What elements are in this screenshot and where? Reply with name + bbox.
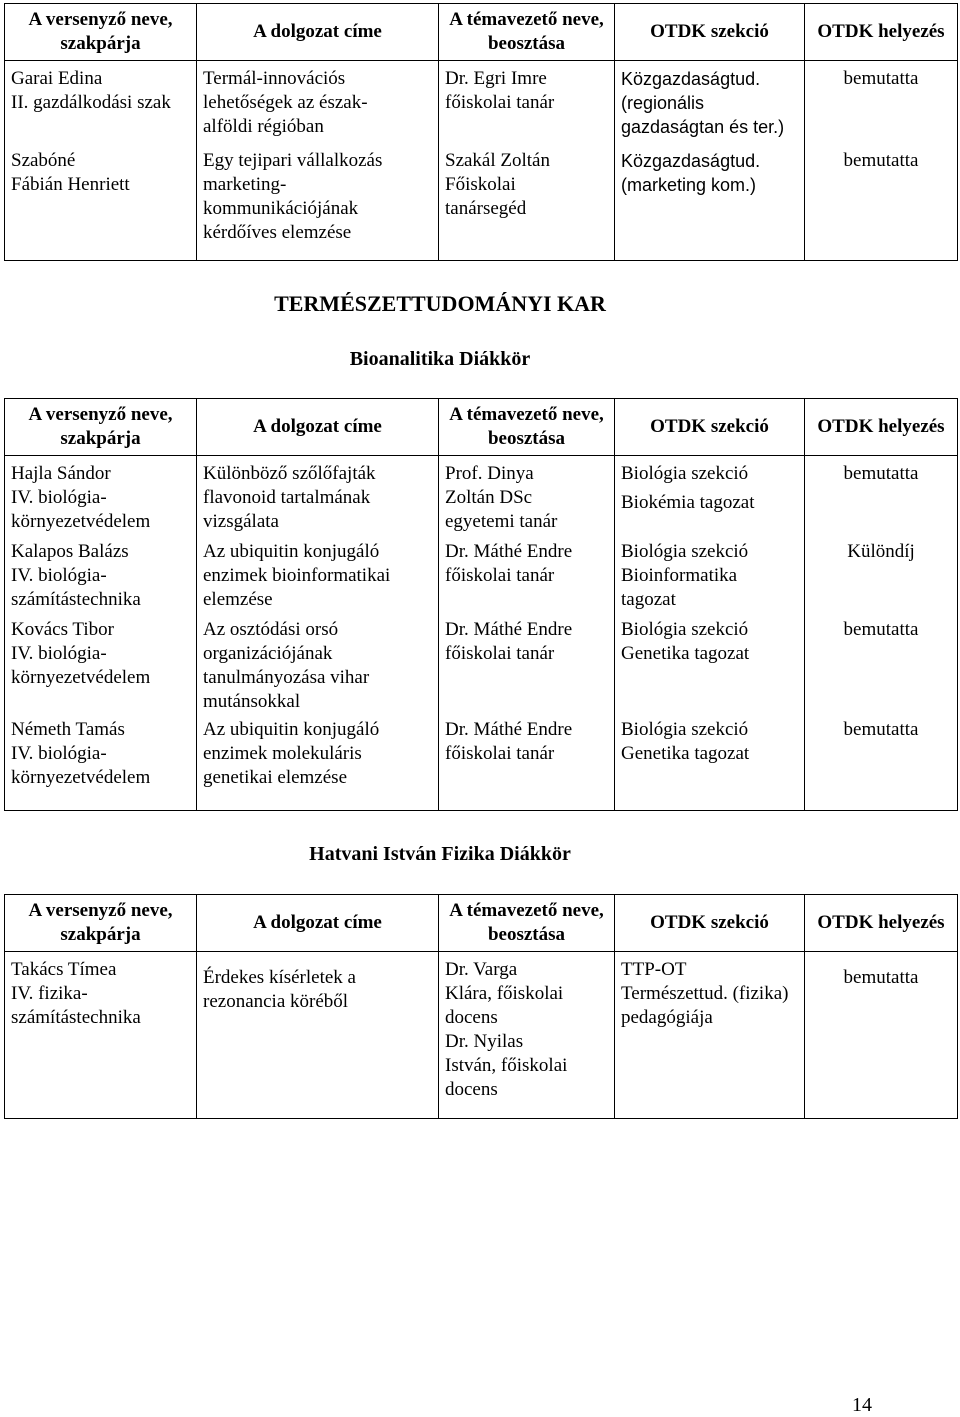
competitor-name: Fábián Henriett	[11, 174, 130, 195]
supervisor-name: Dr. Egri Imre	[445, 68, 547, 89]
table-row	[11, 540, 190, 618]
thesis-title-line: kommunikációjának	[203, 198, 359, 219]
header-section: OTDK szekció	[615, 895, 805, 952]
table-row	[621, 149, 798, 197]
header-competitor: A versenyző neve, szakpárja	[5, 895, 197, 952]
competitor-major: IV. biológia-	[11, 743, 107, 764]
supervisor-cell	[439, 456, 615, 811]
supervisor-name: Zoltán DSc	[445, 487, 533, 508]
thesis-title-line: Egy tejipari vállalkozás	[203, 150, 383, 171]
section-line: Biológia szekció	[621, 463, 749, 484]
table-row	[811, 462, 951, 540]
thesis-title-line: Az osztódási orsó	[203, 619, 339, 640]
thesis-title-line: kérdőíves elemzése	[203, 222, 352, 243]
competitor-major: környezetvédelem	[11, 667, 151, 688]
competitor-name: Hajla Sándor	[11, 463, 111, 484]
section-line: Biológia szekció	[621, 619, 749, 640]
competitor-name: Garai Edina	[11, 68, 103, 89]
thesis-title-line: Az ubiquitin konjugáló	[203, 719, 380, 740]
table-row	[203, 67, 432, 145]
header-title: A dolgozat címe	[197, 895, 439, 952]
competitor-major: IV. biológia-	[11, 565, 107, 586]
table-row	[11, 718, 190, 790]
table-row	[5, 952, 958, 1119]
title-cell	[197, 952, 439, 1119]
table-row	[445, 149, 608, 221]
section-cell	[615, 61, 805, 261]
section-line: Természettud. (fizika)	[621, 983, 789, 1004]
supervisor-cell	[439, 952, 615, 1119]
table-header-row	[5, 399, 958, 456]
thesis-title-line: Az ubiquitin konjugáló	[203, 541, 380, 562]
table-row	[445, 718, 608, 766]
thesis-title-line: organizációjának	[203, 643, 333, 664]
supervisor-name: Szakál Zoltán	[445, 150, 550, 171]
header-section: OTDK szekció	[615, 399, 805, 456]
thesis-title-line: enzimek bioinformatikai	[203, 565, 391, 586]
title-cell	[197, 456, 439, 811]
header-placement: OTDK helyezés	[805, 399, 958, 456]
supervisor-name: Dr. Máthé Endre	[445, 619, 573, 640]
section-line: Genetika tagozat	[621, 643, 750, 664]
section-line: Közgazdaságtud.	[621, 151, 761, 171]
section-cell	[615, 952, 805, 1119]
thesis-title-line: rezonancia köréből	[203, 991, 349, 1012]
table-row	[811, 718, 951, 742]
supervisor-cell	[439, 61, 615, 261]
competitor-name: Takács Tímea	[11, 959, 117, 980]
section-line: Bioinformatika	[621, 565, 738, 586]
thesis-title-line: vizsgálata	[203, 511, 279, 532]
supervisor-name: Dr. Nyilas	[445, 1031, 524, 1052]
section-line: Biológia szekció	[621, 541, 749, 562]
competitor-cell	[5, 61, 197, 261]
table-row	[445, 462, 608, 540]
section-line: (marketing kom.)	[621, 175, 757, 195]
header-supervisor: A témavezető neve, beosztása	[439, 399, 615, 456]
thesis-title-line: alföldi régióban	[203, 116, 324, 137]
table-row	[445, 67, 608, 145]
supervisor-position: Főiskolai	[445, 174, 516, 195]
supervisor-position: István, főiskolai	[445, 1055, 568, 1076]
thesis-title-line: lehetőségek az észak-	[203, 92, 368, 113]
header-section: OTDK szekció	[615, 4, 805, 61]
table-row	[203, 618, 432, 718]
header-title: A dolgozat címe	[197, 4, 439, 61]
thesis-title-line: tanulmányozása vihar	[203, 667, 370, 688]
supervisor-position: egyetemi tanár	[445, 511, 558, 532]
competitor-major: IV. biológia-	[11, 643, 107, 664]
table-body-row	[5, 61, 958, 261]
competitor-name: Szabóné	[11, 150, 76, 171]
section-line: Közgazdaságtud.	[621, 69, 761, 89]
table-row	[11, 618, 190, 718]
header-supervisor: A témavezető neve, beosztása	[439, 4, 615, 61]
section-line: (regionális	[621, 93, 705, 113]
thesis-title-line: flavonoid tartalmának	[203, 487, 371, 508]
table-row	[811, 149, 951, 173]
table-row	[621, 618, 798, 718]
thesis-title-line: marketing-	[203, 174, 287, 195]
thesis-title-line: Különböző szőlőfajták	[203, 463, 376, 484]
thesis-title-line: enzimek molekuláris	[203, 743, 362, 764]
competitor-cell	[5, 952, 197, 1119]
thesis-title-line: mutánsokkal	[203, 691, 301, 712]
header-supervisor: A témavezető neve, beosztása	[439, 895, 615, 952]
placement-value: bemutatta	[843, 463, 919, 484]
faculty-heading: TERMÉSZETTUDOMÁNYI KAR	[274, 291, 606, 316]
competitor-major: IV. biológia-	[11, 487, 107, 508]
table-fizika	[4, 894, 958, 1119]
placement-value: bemutatta	[843, 150, 919, 171]
group-heading-fizika: Hatvani István Fizika Diákkör	[309, 843, 571, 865]
table-row	[621, 462, 798, 540]
competitor-cell	[5, 456, 197, 811]
section-line: pedagógiája	[621, 1007, 713, 1028]
competitor-name: Németh Tamás	[11, 719, 125, 740]
section-line: gazdaságtan és ter.)	[621, 117, 785, 137]
thesis-title-line: elemzése	[203, 589, 273, 610]
table-row	[811, 618, 951, 718]
placement-value: bemutatta	[843, 619, 919, 640]
thesis-title-line: Termál-innovációs	[203, 68, 346, 89]
placement-value: bemutatta	[843, 967, 919, 988]
table-row	[11, 67, 190, 145]
competitor-major: II. gazdálkodási szak	[11, 92, 171, 113]
supervisor-name: Dr. Máthé Endre	[445, 541, 573, 562]
placement-value: bemutatta	[843, 68, 919, 89]
table-row	[811, 540, 951, 618]
supervisor-position: docens	[445, 1079, 498, 1100]
header-placement: OTDK helyezés	[805, 895, 958, 952]
group-heading-bioanalitika: Bioanalitika Diákkör	[349, 348, 531, 370]
placement-cell	[805, 952, 958, 1119]
supervisor-name: Dr. Varga	[445, 959, 518, 980]
table-bioanalitika	[4, 398, 958, 811]
supervisor-position: főiskolai tanár	[445, 643, 555, 664]
competitor-major: IV. fizika-	[11, 983, 88, 1004]
supervisor-name: Prof. Dinya	[445, 463, 534, 484]
competitor-major: számítástechnika	[11, 1007, 141, 1028]
table-body-row	[5, 456, 958, 811]
section-line: Biokémia tagozat	[621, 492, 755, 513]
table-row	[621, 67, 798, 145]
table-row	[203, 540, 432, 618]
section-line: Biológia szekció	[621, 719, 749, 740]
competitor-name: Kalapos Balázs	[11, 541, 129, 562]
section-cell	[615, 456, 805, 811]
competitor-name: Kovács Tibor	[11, 619, 114, 640]
section-line: Genetika tagozat	[621, 743, 750, 764]
header-competitor: A versenyző neve, szakpárja	[5, 4, 197, 61]
header-placement: OTDK helyezés	[805, 4, 958, 61]
page-number: 14	[852, 1394, 872, 1416]
placement-value: Különdíj	[847, 541, 915, 562]
supervisor-position: főiskolai tanár	[445, 92, 555, 113]
table-row	[203, 718, 432, 790]
placement-value: bemutatta	[843, 719, 919, 740]
header-title: A dolgozat címe	[197, 399, 439, 456]
header-competitor: A versenyző neve, szakpárja	[5, 399, 197, 456]
competitor-major: számítástechnika	[11, 589, 141, 610]
table-row	[11, 462, 190, 540]
table-header-row	[5, 4, 958, 61]
table-header-row	[5, 895, 958, 952]
placement-cell	[805, 61, 958, 261]
title-cell	[197, 61, 439, 261]
table-economics	[4, 3, 958, 261]
placement-cell	[805, 456, 958, 811]
supervisor-name: Dr. Máthé Endre	[445, 719, 573, 740]
table-row	[445, 618, 608, 718]
competitor-major: környezetvédelem	[11, 767, 151, 788]
section-line: TTP-OT	[621, 959, 687, 980]
table-row	[621, 718, 798, 766]
thesis-title-line: genetikai elemzése	[203, 767, 348, 788]
supervisor-position: docens	[445, 1007, 498, 1028]
supervisor-position: tanársegéd	[445, 198, 527, 219]
table-row	[445, 540, 608, 618]
thesis-title-line: Érdekes kísérletek a	[203, 967, 356, 988]
table-row	[621, 540, 798, 618]
competitor-major: környezetvédelem	[11, 511, 151, 532]
table-row	[203, 462, 432, 540]
supervisor-position: Klára, főiskolai	[445, 983, 564, 1004]
supervisor-position: főiskolai tanár	[445, 565, 555, 586]
table-row	[811, 67, 951, 145]
supervisor-position: főiskolai tanár	[445, 743, 555, 764]
section-line: tagozat	[621, 589, 676, 610]
table-row	[203, 149, 432, 245]
table-row	[11, 149, 190, 197]
